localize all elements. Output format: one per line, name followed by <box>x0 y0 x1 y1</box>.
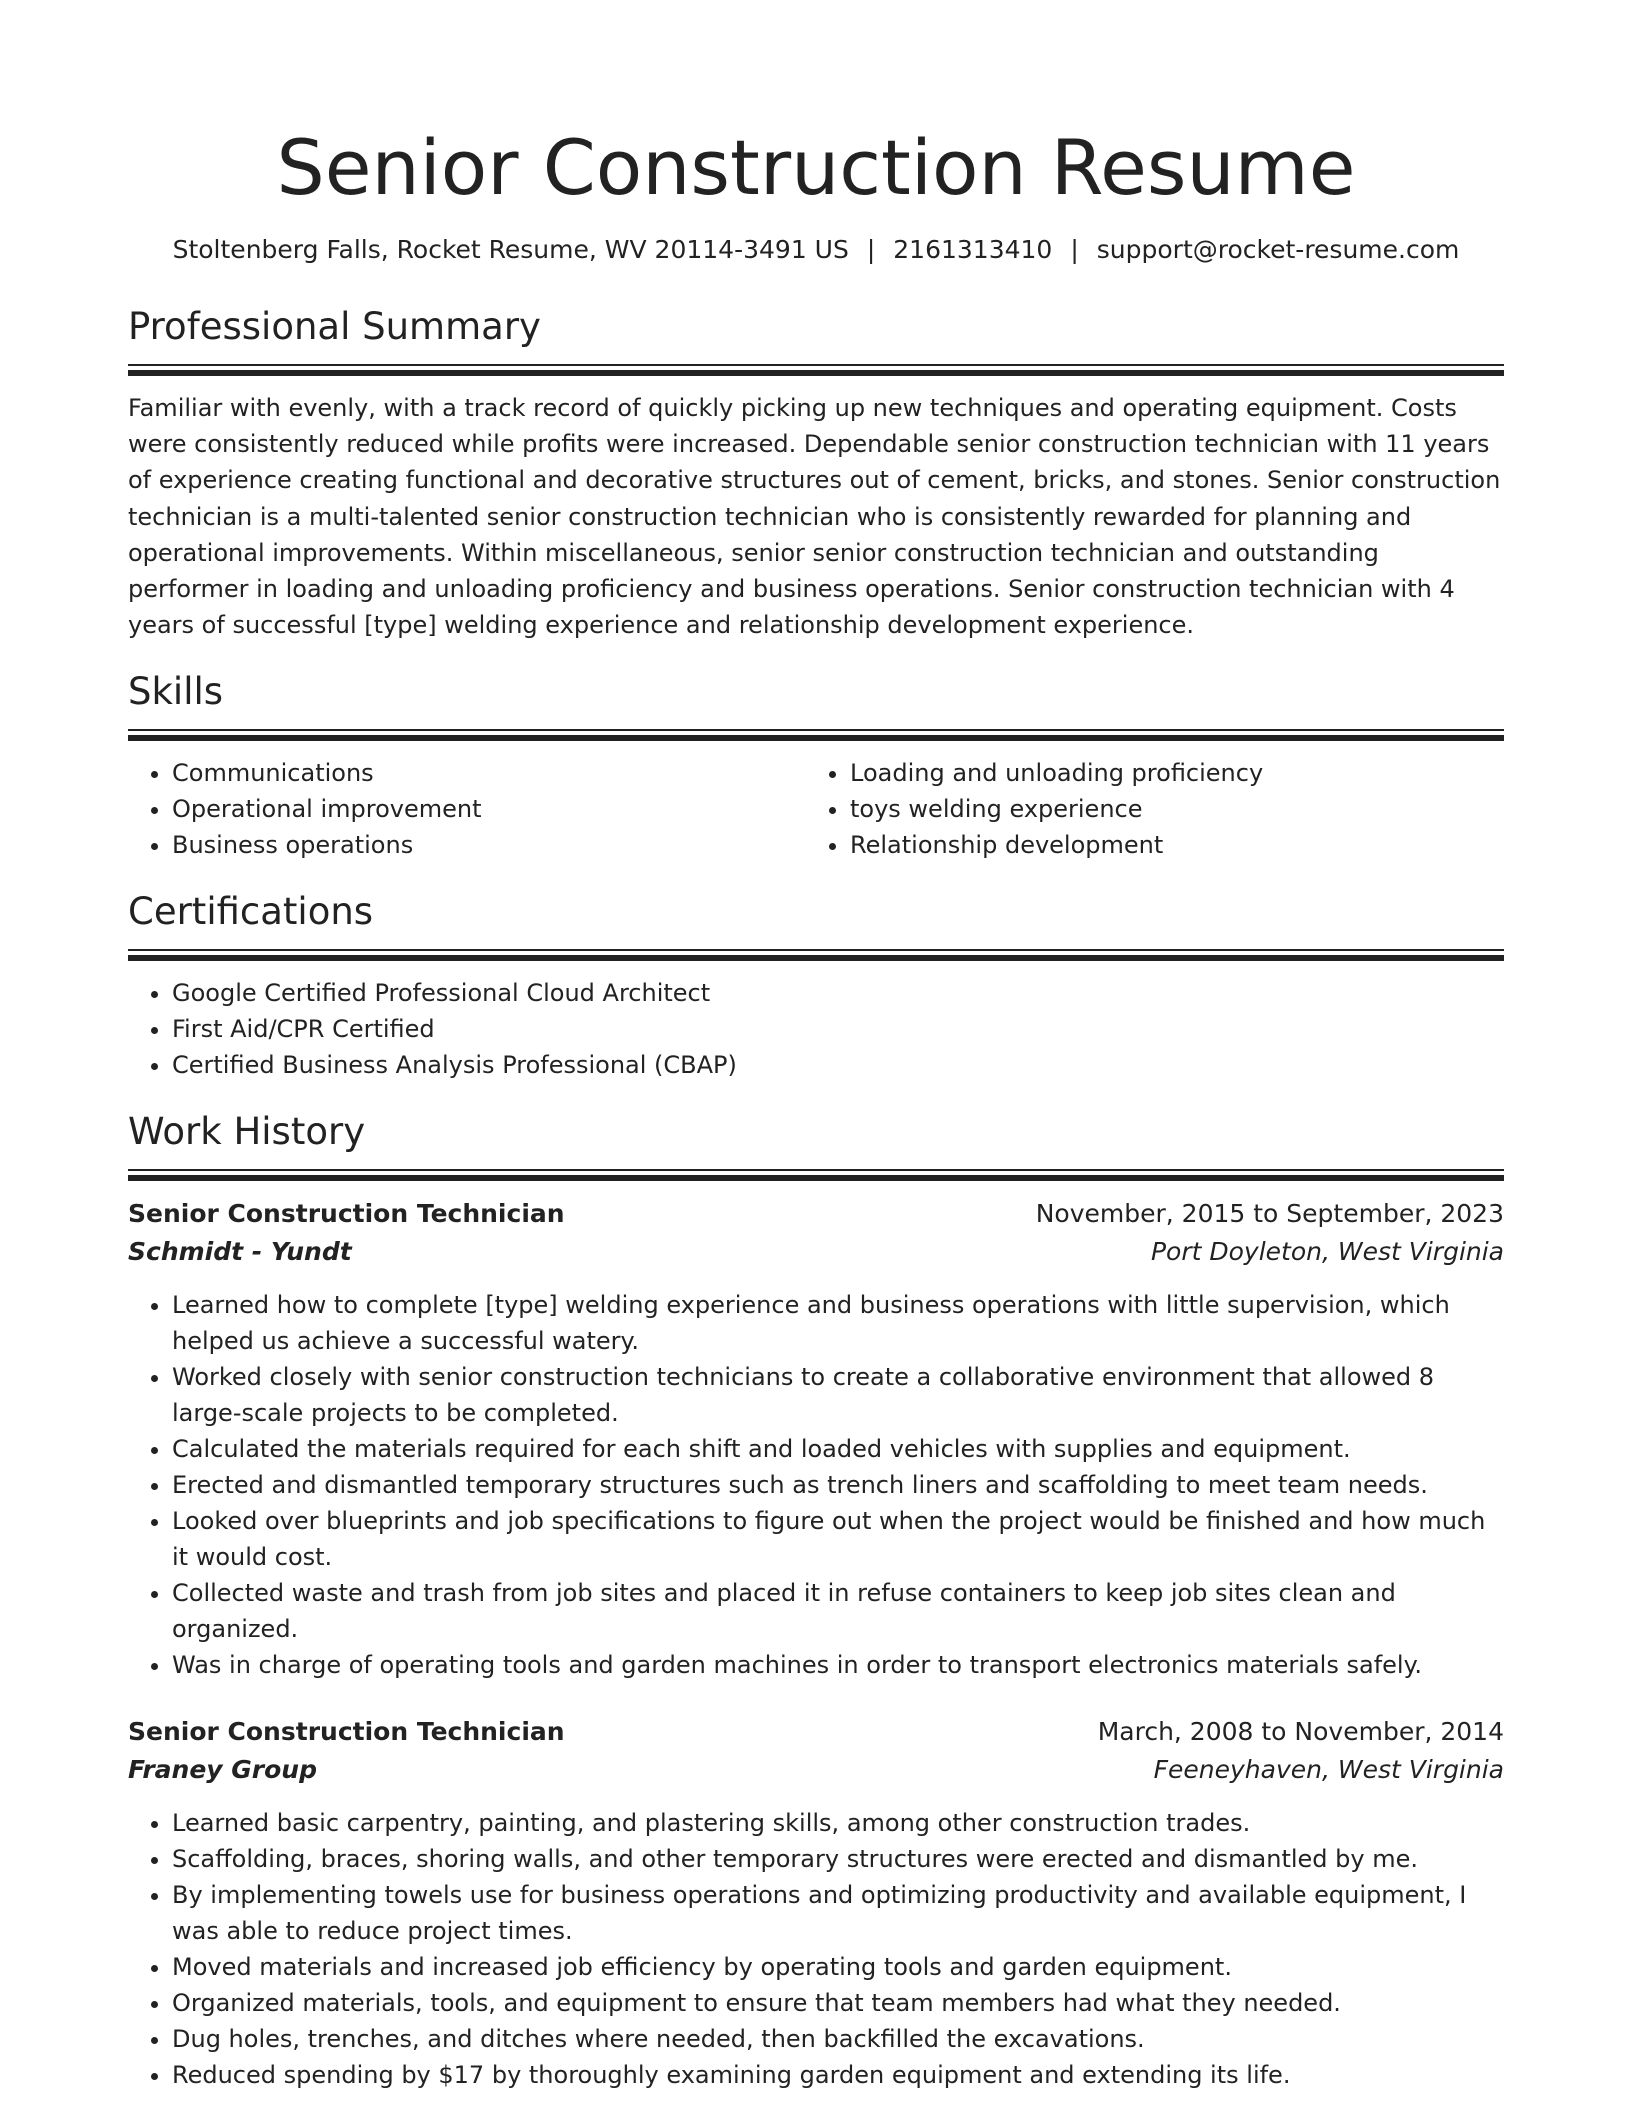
job-company: Schmidt - Yundt <box>128 1237 352 1267</box>
resume-title: Senior Construction Resume <box>276 123 1356 212</box>
job-bullet: • Moved materials and increased job efficiency by operating tools and garden equipment. <box>172 1949 1504 1985</box>
job-bullet: • Dug holes, trenches, and ditches where needed, then backfilled the excavations. <box>172 2021 1504 2057</box>
resume-page <box>128 0 1504 2093</box>
job-bullet: • Worked closely with senior construction technicians to create a collaborative environment that allowed 8 large-scale projects to be completed. <box>172 1359 1504 1431</box>
contact-email: support@rocket-resume.com <box>1096 235 1460 264</box>
job-company: Franey Group <box>128 1755 318 1785</box>
job-bullet: • Learned basic carpentry, painting, and plastering skills, among other construction trades. <box>172 1805 1504 1841</box>
job-location: Port Doyleton, West Virginia <box>1150 1237 1504 1267</box>
job-bullets <box>128 1805 1504 2093</box>
skill-item: • toys welding experience <box>850 791 1484 827</box>
job-bullet: • Erected and dismantled temporary structures such as trench liners and scaffolding to meet team needs. <box>172 1467 1504 1503</box>
summary-section <box>128 302 1504 643</box>
job-bullet: • Collected waste and trash from job sites and placed it in refuse containers to keep job sites clean and organized. <box>172 1575 1504 1647</box>
contact-separator: | <box>1070 235 1079 264</box>
job-entry <box>128 1713 1504 2093</box>
contact-phone: 2161313410 <box>893 235 1053 264</box>
job-bullet: • Reduced spending by $17 by thoroughly examining garden equipment and extending its life. <box>172 2057 1504 2093</box>
skills-list-left <box>128 755 806 863</box>
certifications-section <box>128 887 1504 1083</box>
job-bullet: • Scaffolding, braces, shoring walls, and other temporary structures were erected and dismantled by me. <box>172 1841 1504 1877</box>
contact-line <box>128 232 1504 268</box>
job-bullet: • Looked over blueprints and job specifications to figure out when the project would be finished and how much it would cost. <box>172 1503 1504 1575</box>
skills-section <box>128 667 1504 863</box>
job-subheader <box>128 1233 1504 1271</box>
skill-item: • Operational improvement <box>172 791 806 827</box>
job-header <box>128 1713 1504 1751</box>
job-subheader <box>128 1751 1504 1789</box>
job-bullet: • Was in charge of operating tools and garden machines in order to transport electronics materials safely. <box>172 1647 1504 1683</box>
skills-list-right <box>806 755 1484 863</box>
job-dates: March, 2008 to November, 2014 <box>1097 1717 1504 1747</box>
job-bullet: • Organized materials, tools, and equipment to ensure that team members had what they needed. <box>172 1985 1504 2021</box>
skills-column-right <box>806 755 1484 863</box>
section-divider <box>128 364 1504 376</box>
job-bullet: • Calculated the materials required for each shift and loaded vehicles with supplies and equipment. <box>172 1431 1504 1467</box>
job-title: Senior Construction Technician <box>128 1717 565 1747</box>
job-bullet: • Learned how to complete [type] welding experience and business operations with little supervision, which helped us achieve a successful watery. <box>172 1287 1504 1359</box>
skills-columns <box>128 755 1504 863</box>
job-bullets <box>128 1287 1504 1683</box>
summary-text: Familiar with evenly, with a track record of quickly picking up new techniques and operating equipment. Costs were consistently reduced while profits were increased. Dependable senior construction technician with 11 years of experience creating functional and decorative structures out of cement, bricks, and stones. Senior construction technician is a multi-talented senior construction technician who is consistently rewarded for planning and operational improvements. Within miscellaneous, senior senior construction technician and outstanding performer in loading and unloading proficiency and business operations. Senior construction technician with 4 years of successful [type] welding experience and relationship development experience. <box>128 394 1501 640</box>
job-bullet: • By implementing towels use for business operations and optimizing productivity and available equipment, I was able to reduce project times. <box>172 1877 1504 1949</box>
job-location: Feeneyhaven, West Virginia <box>1153 1755 1504 1785</box>
job-entry <box>128 1195 1504 1683</box>
certification-item: • Google Certified Professional Cloud Architect <box>172 975 1504 1011</box>
job-dates: November, 2015 to September, 2023 <box>1035 1199 1504 1229</box>
certification-item: • Certified Business Analysis Professional (CBAP) <box>172 1047 1504 1083</box>
job-header <box>128 1195 1504 1233</box>
skills-column-left <box>128 755 806 863</box>
work-history-section <box>128 1107 1504 2093</box>
section-divider <box>128 949 1504 961</box>
skill-item: • Communications <box>172 755 806 791</box>
contact-address: Stoltenberg Falls, Rocket Resume, WV 20114-3491 US <box>172 235 849 264</box>
certifications-list <box>128 975 1504 1083</box>
skills-heading: Skills <box>128 670 224 714</box>
certification-item: • First Aid/CPR Certified <box>172 1011 1504 1047</box>
section-divider <box>128 729 1504 741</box>
skill-item: • Relationship development <box>850 827 1484 863</box>
section-divider <box>128 1169 1504 1181</box>
job-title: Senior Construction Technician <box>128 1199 565 1229</box>
certifications-heading: Certifications <box>128 890 374 934</box>
contact-separator: | <box>866 235 876 264</box>
work-history-heading: Work History <box>128 1110 366 1154</box>
skill-item: • Loading and unloading proficiency <box>850 755 1484 791</box>
summary-heading: Professional Summary <box>128 305 541 348</box>
skill-item: • Business operations <box>172 827 806 863</box>
